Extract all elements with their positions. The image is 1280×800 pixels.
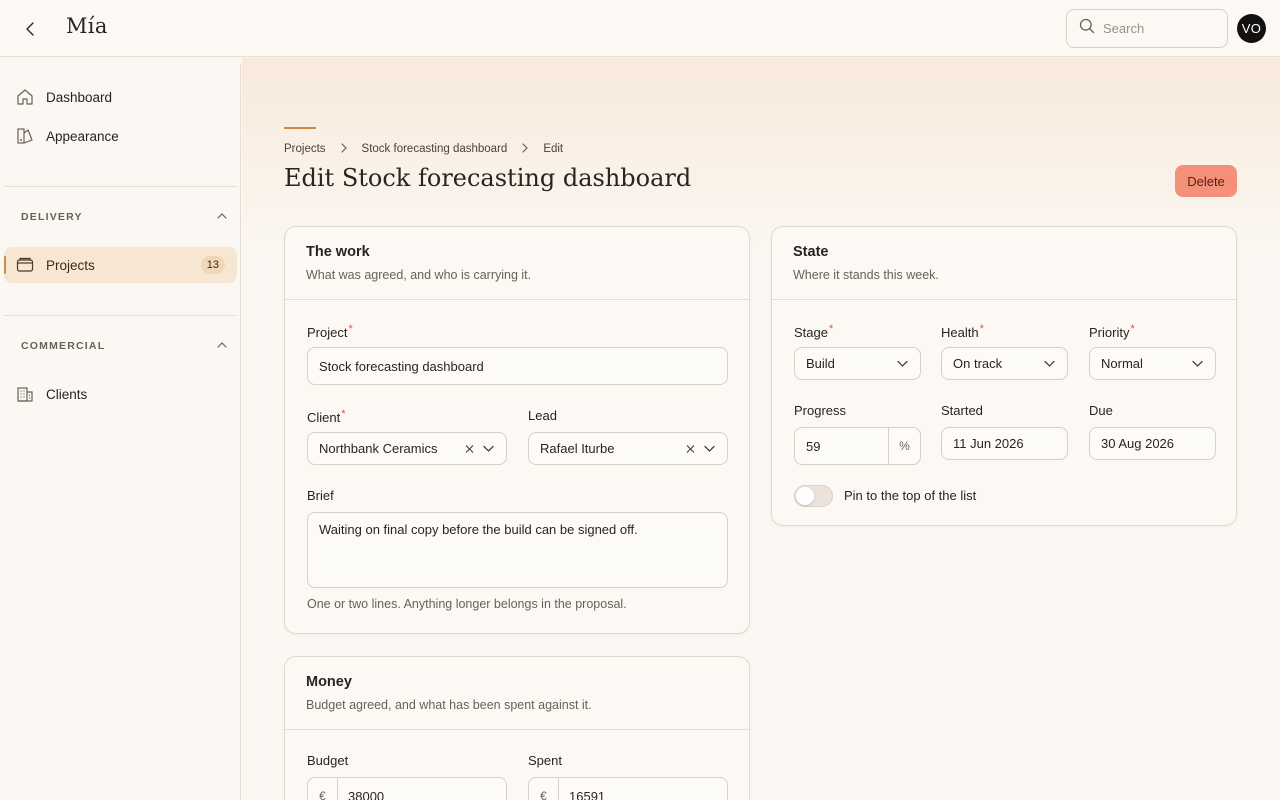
due-field[interactable]	[1089, 427, 1216, 460]
section-header-delivery[interactable]	[4, 207, 237, 227]
back-arrow-icon[interactable]	[18, 16, 44, 42]
section-title: COMMERCIAL	[21, 340, 106, 352]
chevron-right-icon	[340, 143, 348, 156]
section-title: DELIVERY	[21, 211, 83, 223]
sidebar-item-label: Dashboard	[46, 89, 113, 105]
card-subtitle: What was agreed, and who is carrying it.	[306, 268, 532, 282]
top-bar	[0, 0, 1280, 57]
percent-suffix: %	[888, 428, 920, 464]
building-icon	[16, 385, 34, 403]
pin-label: Pin to the top of the list	[844, 488, 977, 503]
spent-input[interactable]	[569, 789, 727, 800]
work-card	[284, 226, 750, 634]
clear-icon[interactable]	[465, 444, 474, 453]
progress-input[interactable]	[806, 439, 886, 454]
brand-logo: Mía	[66, 14, 108, 38]
sidebar-item-projects[interactable]	[4, 247, 237, 283]
brief-textarea[interactable]	[319, 522, 727, 580]
spent-field[interactable]	[528, 777, 728, 800]
priority-select[interactable]	[1089, 347, 1216, 380]
chevron-down-icon	[897, 360, 908, 367]
health-select[interactable]	[941, 347, 1068, 380]
home-icon	[16, 88, 34, 106]
section-header-commercial[interactable]	[4, 336, 237, 356]
started-field[interactable]	[941, 427, 1068, 460]
sidebar	[0, 64, 241, 800]
brief-label: Brief	[307, 488, 334, 503]
sidebar-item-label: Appearance	[46, 128, 119, 144]
client-select[interactable]	[307, 432, 507, 465]
lead-value: Rafael Iturbe	[540, 441, 615, 456]
page-title: Edit Stock forecasting dashboard	[284, 164, 692, 192]
priority-value: Normal	[1101, 356, 1143, 371]
project-label: Project*	[307, 323, 353, 340]
project-field[interactable]	[307, 347, 728, 385]
client-label: Client*	[307, 408, 346, 425]
search-icon	[1079, 18, 1095, 39]
money-card	[284, 656, 750, 800]
card-title: State	[793, 244, 829, 260]
stage-select[interactable]	[794, 347, 921, 380]
chevron-down-icon	[483, 445, 494, 452]
chevron-right-icon	[521, 143, 529, 156]
brief-help-text: One or two lines. Anything longer belongs in the proposal.	[307, 597, 627, 611]
count-badge: 13	[201, 256, 225, 274]
sidebar-item-label: Clients	[46, 386, 88, 402]
brief-field[interactable]	[307, 512, 728, 588]
card-header	[285, 227, 749, 300]
due-date-input[interactable]	[1101, 436, 1215, 451]
sidebar-item-label: Projects	[46, 257, 95, 273]
stage-value: Build	[806, 356, 835, 371]
divider	[4, 186, 237, 187]
search-input[interactable]	[1103, 21, 1213, 36]
progress-field[interactable]	[794, 427, 921, 465]
chevron-down-icon	[1192, 360, 1203, 367]
spent-label: Spent	[528, 753, 562, 768]
delete-button[interactable]: Delete	[1175, 165, 1237, 197]
clear-icon[interactable]	[686, 444, 695, 453]
card-title: The work	[306, 244, 370, 260]
stage-label: Stage*	[794, 323, 834, 340]
breadcrumb-current: Edit	[543, 143, 564, 155]
budget-field[interactable]	[307, 777, 507, 800]
budget-label: Budget	[307, 753, 349, 768]
started-label: Started	[941, 403, 983, 418]
card-subtitle: Budget agreed, and what has been spent against it.	[306, 698, 592, 712]
started-date-input[interactable]	[953, 436, 1067, 451]
chevron-down-icon	[704, 445, 715, 452]
card-header	[285, 657, 749, 730]
client-value: Northbank Ceramics	[319, 441, 438, 456]
appearance-icon	[16, 127, 34, 145]
currency-prefix: €	[529, 778, 559, 800]
toggle-knob	[796, 487, 814, 505]
breadcrumb	[284, 141, 563, 157]
card-title: Money	[306, 674, 352, 690]
breadcrumb-project[interactable]: Stock forecasting dashboard	[361, 143, 508, 155]
priority-label: Priority*	[1089, 323, 1135, 340]
lead-label: Lead	[528, 408, 557, 423]
project-input[interactable]	[319, 359, 727, 374]
search-box[interactable]	[1066, 9, 1228, 48]
progress-label: Progress	[794, 403, 847, 418]
folder-icon	[16, 256, 34, 274]
budget-input[interactable]	[348, 789, 506, 800]
state-card	[771, 226, 1237, 526]
sidebar-item-dashboard[interactable]	[4, 79, 237, 115]
health-label: Health*	[941, 323, 984, 340]
card-subtitle: Where it stands this week.	[793, 268, 939, 282]
avatar[interactable]: VO	[1237, 14, 1266, 43]
chevron-up-icon	[217, 337, 227, 355]
due-label: Due	[1089, 403, 1113, 418]
health-value: On track	[953, 356, 1003, 371]
divider	[4, 315, 237, 316]
sidebar-item-appearance[interactable]	[4, 118, 237, 154]
currency-prefix: €	[308, 778, 338, 800]
chevron-up-icon	[217, 208, 227, 226]
chevron-down-icon	[1044, 360, 1055, 367]
pin-toggle[interactable]	[794, 485, 833, 507]
breadcrumb-projects[interactable]: Projects	[284, 143, 326, 155]
sidebar-item-clients[interactable]	[4, 376, 237, 412]
card-header	[772, 227, 1236, 300]
lead-select[interactable]	[528, 432, 728, 465]
accent-line	[284, 127, 316, 129]
